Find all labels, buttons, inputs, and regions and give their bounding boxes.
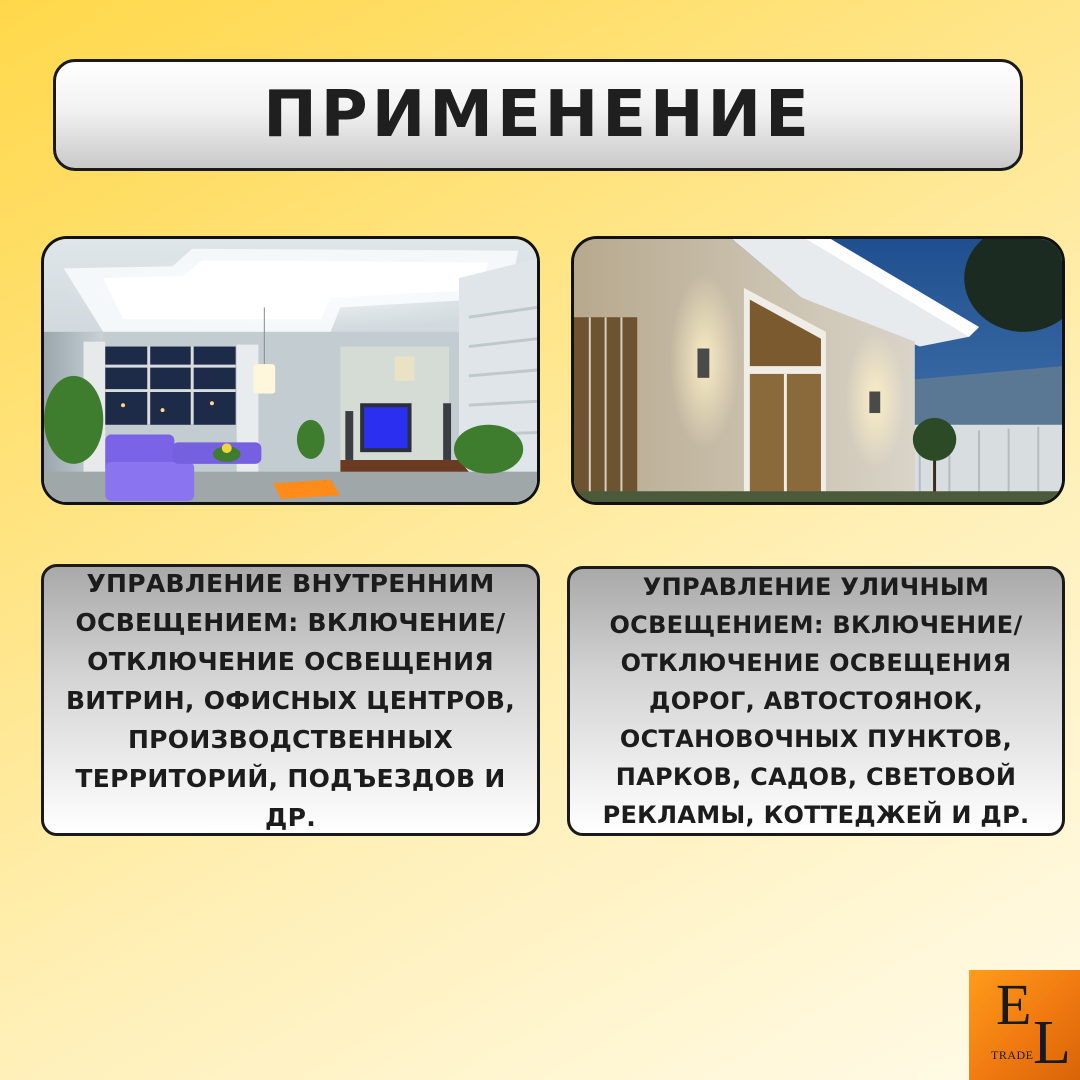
interior-lighting-caption [41,564,540,836]
exterior-lighting-caption [567,566,1065,836]
interior-lighting-photo [41,236,540,505]
logo-letter-e: E [996,972,1032,1037]
exterior-lighting-text: УПРАВЛЕНИЕ УЛИЧНЫМ ОСВЕЩЕНИЕМ: ВКЛЮЧЕНИЕ/ ОТКЛЮЧЕНИЕ ОСВЕЩЕНИЯ ДОРОГ, АВТОСТОЯНОК, ОСТАНОВОЧНЫХ ПУНКТОВ, ПАРКОВ, САДОВ, СВЕТОВОЙ РЕКЛАМЫ, КОТТЕДЖЕЙ И ДР. [602,573,1030,829]
logo-trade-text: TRADE [991,1048,1034,1062]
el-trade-logo [969,970,1080,1080]
logo-letter-l: L [1033,1009,1071,1077]
interior-lighting-text: УПРАВЛЕНИЕ ВНУТРЕННИМ ОСВЕЩЕНИЕМ: ВКЛЮЧЕНИЕ/ ОТКЛЮЧЕНИЕ ОСВЕЩЕНИЯ ВИТРИН, ОФИСНЫХ ЦЕНТРОВ, ПРОИЗВОДСТВЕННЫХ ТЕРРИТОРИЙ, ПОДЪЕЗДОВ И ДР. [65,568,516,832]
title-banner [53,59,1023,171]
exterior-lighting-photo [571,236,1065,505]
exterior-house-illustration [574,239,1062,502]
interior-room-illustration [44,239,537,502]
page-title: ПРИМЕНЕНИЕ [263,78,813,152]
